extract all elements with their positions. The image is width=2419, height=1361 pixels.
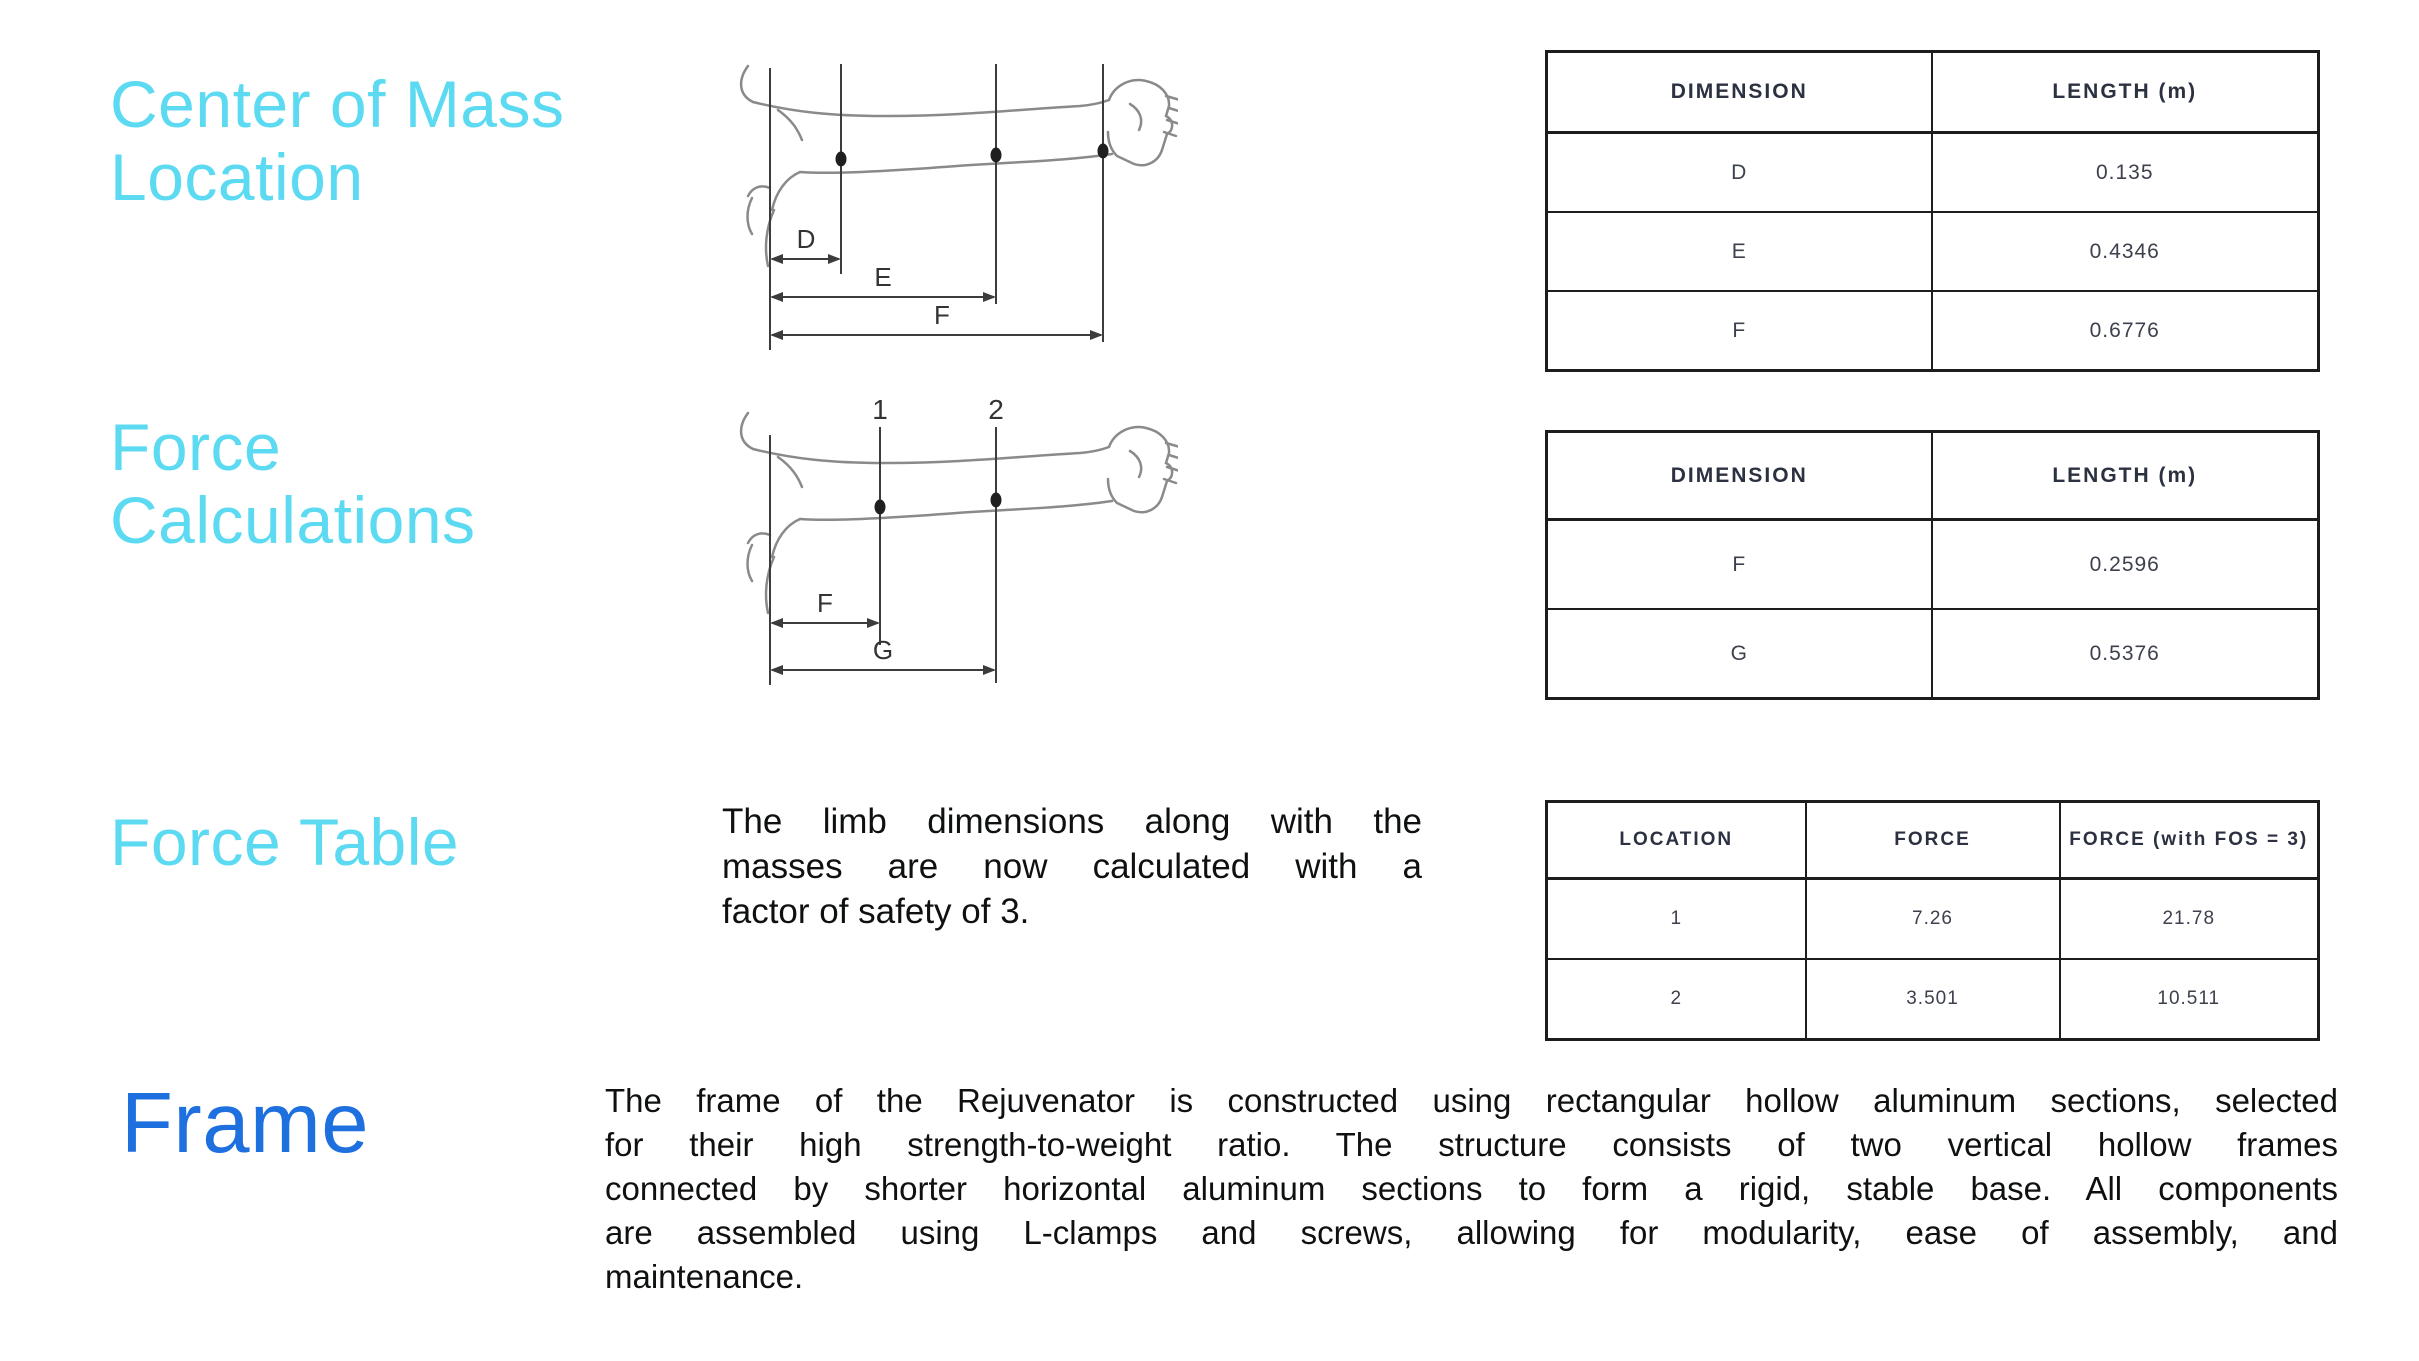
- center-of-mass-dot: [1098, 144, 1109, 159]
- table-cell: 2: [1547, 959, 1806, 1040]
- table-cell: D: [1547, 133, 1932, 213]
- dimension-line-f: [770, 330, 1103, 340]
- dimension-label-f: F: [817, 588, 833, 618]
- arm-outline: [741, 413, 1178, 613]
- table-header-row: [1547, 52, 2319, 133]
- dimension-label-e: E: [874, 262, 892, 292]
- paragraph-line: are assembled using L-clamps and screws, allowing for modularity, ease of assembly, and: [605, 1214, 2338, 1251]
- force-point-label-2: 2: [988, 394, 1004, 425]
- paragraph-line: The frame of the Rejuvenator is constructed using rectangular hollow aluminum sections, selected: [605, 1082, 2338, 1119]
- dimension-label-f: F: [934, 300, 950, 330]
- table-row: [1547, 133, 2319, 213]
- table-row: [1547, 609, 2319, 699]
- force-dimensions-table: [1545, 430, 2320, 700]
- table-row: [1547, 959, 2319, 1040]
- paragraph-line: factor of safety of 3.: [722, 892, 1030, 931]
- table-cell: 21.78: [2060, 879, 2319, 960]
- table-cell: F: [1547, 520, 1932, 610]
- heading-center-of-mass: Center of Mass Location: [110, 67, 565, 214]
- heading-force-calculations: Force Calculations: [110, 410, 476, 557]
- force-table: [1545, 800, 2320, 1041]
- table-row: [1547, 212, 2319, 291]
- dimension-line-e: [770, 292, 996, 302]
- dimension-line-d: [770, 254, 841, 264]
- column-header: DIMENSION: [1547, 52, 1932, 133]
- table-cell: 0.4346: [1932, 212, 2319, 291]
- table-cell: G: [1547, 609, 1932, 699]
- table-cell: 3.501: [1806, 959, 2060, 1040]
- table-cell: 0.5376: [1932, 609, 2319, 699]
- frame-paragraph: [605, 1079, 2338, 1299]
- dimension-label-d: D: [796, 224, 816, 254]
- paragraph-line: maintenance.: [605, 1258, 804, 1295]
- table-cell: 0.2596: [1932, 520, 2319, 610]
- table-row: [1547, 291, 2319, 371]
- dimension-label-g: G: [872, 635, 894, 665]
- center-of-mass-dot: [836, 152, 847, 167]
- table-cell: 7.26: [1806, 879, 2060, 960]
- table-cell: 0.6776: [1932, 291, 2319, 371]
- com-dimensions-table: [1545, 50, 2320, 372]
- heading-frame: Frame: [121, 1076, 370, 1171]
- table-cell: E: [1547, 212, 1932, 291]
- force-table-paragraph: [722, 799, 1422, 934]
- force-dot: [875, 500, 886, 515]
- center-of-mass-dot: [991, 148, 1002, 163]
- paragraph-line: masses are now calculated with a: [722, 847, 1422, 886]
- force-dot: [991, 493, 1002, 508]
- dimension-line-f: [770, 618, 880, 628]
- column-header: LENGTH (m): [1932, 52, 2319, 133]
- table-cell: 10.511: [2060, 959, 2319, 1040]
- dimension-line-g: [770, 665, 996, 675]
- arm-diagram-force-calculations: [718, 383, 1178, 713]
- heading-force-table: Force Table: [110, 805, 460, 879]
- table-cell: F: [1547, 291, 1932, 371]
- column-header: DIMENSION: [1547, 432, 1932, 520]
- paragraph-line: connected by shorter horizontal aluminum sections to form a rigid, stable base. All components: [605, 1170, 2338, 1207]
- table-header-row: [1547, 432, 2319, 520]
- column-header: LENGTH (m): [1932, 432, 2319, 520]
- table-header-row: [1547, 802, 2319, 879]
- column-header: LOCATION: [1547, 802, 1806, 879]
- force-point-label-1: 1: [872, 394, 888, 425]
- arm-diagram-center-of-mass: [718, 52, 1178, 357]
- table-row: [1547, 520, 2319, 610]
- paragraph-line: for their high strength-to-weight ratio. The structure consists of two vertical hollow frames: [605, 1126, 2338, 1163]
- table-cell: 1: [1547, 879, 1806, 960]
- table-cell: 0.135: [1932, 133, 2319, 213]
- paragraph-line: The limb dimensions along with the: [722, 802, 1422, 841]
- column-header: FORCE (with FOS = 3): [2060, 802, 2319, 879]
- table-row: [1547, 879, 2319, 960]
- column-header: FORCE: [1806, 802, 2060, 879]
